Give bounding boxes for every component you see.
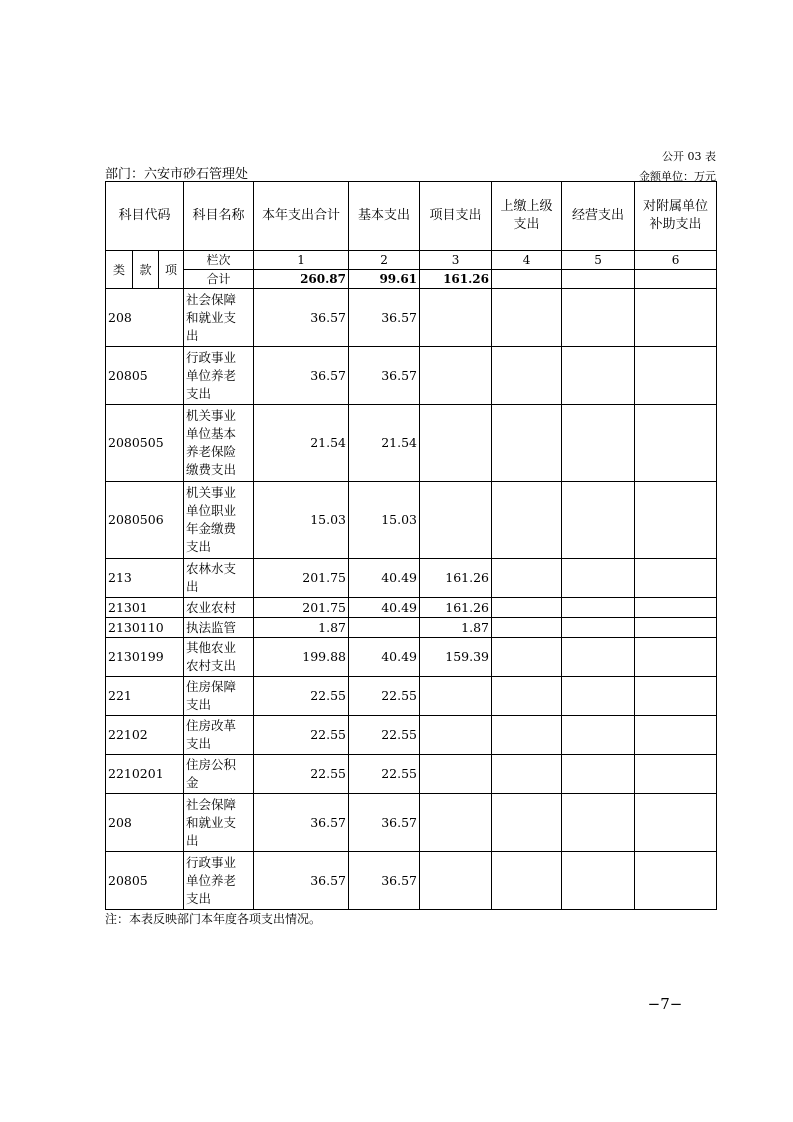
row-code: 213 xyxy=(106,559,184,598)
row-code: 20805 xyxy=(106,852,184,910)
table-row xyxy=(106,638,717,677)
table-row xyxy=(106,289,717,347)
row-value xyxy=(562,618,635,638)
total-value xyxy=(635,270,717,289)
row-value xyxy=(420,677,492,716)
table-row xyxy=(106,347,717,405)
header-col-line: 本年支出合计 xyxy=(262,208,341,223)
row-name xyxy=(184,482,254,559)
row-name xyxy=(184,559,254,598)
row-value: 40.49 xyxy=(349,559,420,598)
row-value xyxy=(562,405,635,482)
row-value xyxy=(635,755,717,794)
row-value: 15.03 xyxy=(349,482,420,559)
row-name-line: 单位基本 xyxy=(186,426,237,441)
row-value: 201.75 xyxy=(254,559,349,598)
row-value: 161.26 xyxy=(420,598,492,618)
header-col-line: 支出 xyxy=(513,217,540,232)
row-value xyxy=(420,755,492,794)
row-value: 22.55 xyxy=(349,716,420,755)
header-col-6 xyxy=(635,182,717,251)
row-value: 36.57 xyxy=(349,289,420,347)
row-value xyxy=(562,289,635,347)
row-name-line: 执法监管 xyxy=(186,619,237,635)
row-value xyxy=(492,598,562,618)
row-name xyxy=(184,852,254,910)
header-lanci: 栏次 xyxy=(184,251,254,270)
row-value xyxy=(492,559,562,598)
header-col-2 xyxy=(349,182,420,251)
row-name xyxy=(184,347,254,405)
column-number-row xyxy=(106,251,717,270)
row-code: 21301 xyxy=(106,598,184,618)
row-code: 20805 xyxy=(106,347,184,405)
header-col-line: 经营支出 xyxy=(572,208,625,223)
row-value xyxy=(420,405,492,482)
row-name-line: 支出 xyxy=(186,385,212,401)
row-name xyxy=(184,598,254,618)
row-name-line: 行政事业 xyxy=(186,349,237,365)
row-value: 36.57 xyxy=(349,794,420,852)
row-value xyxy=(492,405,562,482)
table-row xyxy=(106,618,717,638)
row-value xyxy=(420,347,492,405)
row-value xyxy=(492,638,562,677)
row-value: 36.57 xyxy=(254,289,349,347)
header-col-line: 项目支出 xyxy=(429,208,482,223)
row-name-line: 住房改革 xyxy=(186,718,237,733)
row-value xyxy=(492,794,562,852)
row-value xyxy=(635,677,717,716)
row-value xyxy=(420,716,492,755)
row-name-line: 养老保险 xyxy=(186,444,237,459)
row-value xyxy=(420,852,492,910)
row-value: 21.54 xyxy=(254,405,349,482)
row-value xyxy=(635,794,717,852)
row-value: 22.55 xyxy=(254,677,349,716)
row-value xyxy=(635,598,717,618)
row-value xyxy=(562,794,635,852)
row-value xyxy=(420,794,492,852)
row-value xyxy=(349,618,420,638)
row-name-line: 机关事业 xyxy=(186,485,237,500)
total-value: 99.61 xyxy=(349,270,420,289)
row-value xyxy=(420,482,492,559)
row-name-line: 支出 xyxy=(186,539,212,554)
total-value xyxy=(562,270,635,289)
row-value: 36.57 xyxy=(254,794,349,852)
header-col-1 xyxy=(254,182,349,251)
row-name-line: 和就业支 xyxy=(186,814,237,830)
total-value: 260.87 xyxy=(254,270,349,289)
row-value: 22.55 xyxy=(349,755,420,794)
row-code: 208 xyxy=(106,794,184,852)
row-name-line: 出 xyxy=(186,579,199,594)
row-code: 2080506 xyxy=(106,482,184,559)
row-value xyxy=(635,559,717,598)
row-name-line: 出 xyxy=(186,832,199,848)
row-code: 2080505 xyxy=(106,405,184,482)
row-value xyxy=(492,852,562,910)
row-value: 201.75 xyxy=(254,598,349,618)
header-col-4 xyxy=(492,182,562,251)
amount-unit-label: 金额单位：万元 xyxy=(639,170,716,183)
row-name-line: 农业农村 xyxy=(186,599,237,615)
total-value xyxy=(492,270,562,289)
row-value xyxy=(420,289,492,347)
row-name-line: 单位职业 xyxy=(186,503,237,518)
header-name: 科目名称 xyxy=(184,182,254,251)
table-row xyxy=(106,677,717,716)
page-number: −7− xyxy=(647,995,683,1013)
row-code: 208 xyxy=(106,289,184,347)
row-value xyxy=(562,482,635,559)
row-value xyxy=(635,289,717,347)
row-value xyxy=(635,347,717,405)
table-row xyxy=(106,598,717,618)
total-row xyxy=(106,270,717,289)
row-value: 199.88 xyxy=(254,638,349,677)
row-value xyxy=(562,716,635,755)
row-value: 36.57 xyxy=(349,852,420,910)
row-name xyxy=(184,677,254,716)
row-name-line: 其他农业 xyxy=(186,640,237,655)
table-header-row xyxy=(106,182,717,251)
row-name xyxy=(184,638,254,677)
row-value xyxy=(492,716,562,755)
header-col-line: 对附属单位 xyxy=(643,199,709,214)
department-label: 部门：六安市砂石管理处 xyxy=(105,167,249,182)
header-col-line: 补助支出 xyxy=(649,217,702,232)
row-name-line: 行政事业 xyxy=(186,854,237,870)
row-name-line: 机关事业 xyxy=(186,408,237,423)
row-name-line: 出 xyxy=(186,327,199,343)
row-name-line: 缴费支出 xyxy=(186,462,237,477)
row-value: 22.55 xyxy=(254,716,349,755)
table-row xyxy=(106,559,717,598)
column-number: 5 xyxy=(562,251,635,270)
header-col-5 xyxy=(562,182,635,251)
column-number: 3 xyxy=(420,251,492,270)
row-value xyxy=(562,559,635,598)
header-col-line: 基本支出 xyxy=(358,208,411,223)
row-value xyxy=(562,677,635,716)
table-row xyxy=(106,794,717,852)
row-name xyxy=(184,289,254,347)
row-value: 22.55 xyxy=(254,755,349,794)
row-name-line: 单位养老 xyxy=(186,367,237,383)
table-row xyxy=(106,852,717,910)
row-value xyxy=(635,618,717,638)
row-value: 40.49 xyxy=(349,638,420,677)
column-number: 2 xyxy=(349,251,420,270)
row-name xyxy=(184,618,254,638)
total-value: 161.26 xyxy=(420,270,492,289)
row-code: 22102 xyxy=(106,716,184,755)
row-name-line: 支出 xyxy=(186,697,212,712)
row-value xyxy=(635,482,717,559)
row-name-line: 社会保障 xyxy=(186,796,237,812)
row-value: 159.39 xyxy=(420,638,492,677)
row-value xyxy=(635,405,717,482)
row-value xyxy=(562,852,635,910)
row-value xyxy=(492,618,562,638)
row-name xyxy=(184,794,254,852)
row-value: 161.26 xyxy=(420,559,492,598)
row-name-line: 住房保障 xyxy=(186,679,237,694)
row-value xyxy=(562,755,635,794)
column-number: 1 xyxy=(254,251,349,270)
row-value xyxy=(492,347,562,405)
header-kuan: 款 xyxy=(133,251,159,289)
expenditure-table xyxy=(105,181,717,910)
row-value: 22.55 xyxy=(349,677,420,716)
row-value xyxy=(562,347,635,405)
row-value xyxy=(492,755,562,794)
row-name-line: 金 xyxy=(186,775,199,790)
row-value xyxy=(562,638,635,677)
row-code: 221 xyxy=(106,677,184,716)
header-col-line: 上缴上级 xyxy=(500,199,553,214)
row-value: 21.54 xyxy=(349,405,420,482)
header-code: 科目代码 xyxy=(106,182,184,251)
row-value xyxy=(635,716,717,755)
row-value xyxy=(492,289,562,347)
row-name-line: 年金缴费 xyxy=(186,521,237,536)
table-row xyxy=(106,716,717,755)
row-value: 36.57 xyxy=(254,347,349,405)
row-value xyxy=(562,598,635,618)
total-label: 合计 xyxy=(184,270,254,289)
row-code: 2130110 xyxy=(106,618,184,638)
column-number: 6 xyxy=(635,251,717,270)
row-name-line: 社会保障 xyxy=(186,291,237,307)
row-value: 1.87 xyxy=(420,618,492,638)
row-value: 36.57 xyxy=(349,347,420,405)
row-value: 36.57 xyxy=(254,852,349,910)
row-value xyxy=(492,677,562,716)
row-code: 2210201 xyxy=(106,755,184,794)
row-name xyxy=(184,405,254,482)
table-row xyxy=(106,755,717,794)
form-number: 公开 03 表 xyxy=(662,150,716,163)
row-name-line: 单位养老 xyxy=(186,872,237,888)
table-row xyxy=(106,405,717,482)
row-value xyxy=(635,638,717,677)
row-name-line: 支出 xyxy=(186,736,212,751)
row-name xyxy=(184,716,254,755)
row-code: 2130199 xyxy=(106,638,184,677)
row-name-line: 和就业支 xyxy=(186,309,237,325)
header-lei: 类 xyxy=(106,251,133,289)
row-value: 15.03 xyxy=(254,482,349,559)
row-name xyxy=(184,755,254,794)
row-name-line: 支出 xyxy=(186,890,212,906)
row-value xyxy=(492,482,562,559)
row-name-line: 农林水支 xyxy=(186,561,237,576)
header-col-3 xyxy=(420,182,492,251)
column-number: 4 xyxy=(492,251,562,270)
row-name-line: 住房公积 xyxy=(186,757,237,772)
row-name-line: 农村支出 xyxy=(186,658,237,673)
table-row xyxy=(106,482,717,559)
row-value: 40.49 xyxy=(349,598,420,618)
table-note: 注：本表反映部门本年度各项支出情况。 xyxy=(105,912,322,926)
row-value: 1.87 xyxy=(254,618,349,638)
row-value xyxy=(635,852,717,910)
header-xiang: 项 xyxy=(159,251,184,289)
